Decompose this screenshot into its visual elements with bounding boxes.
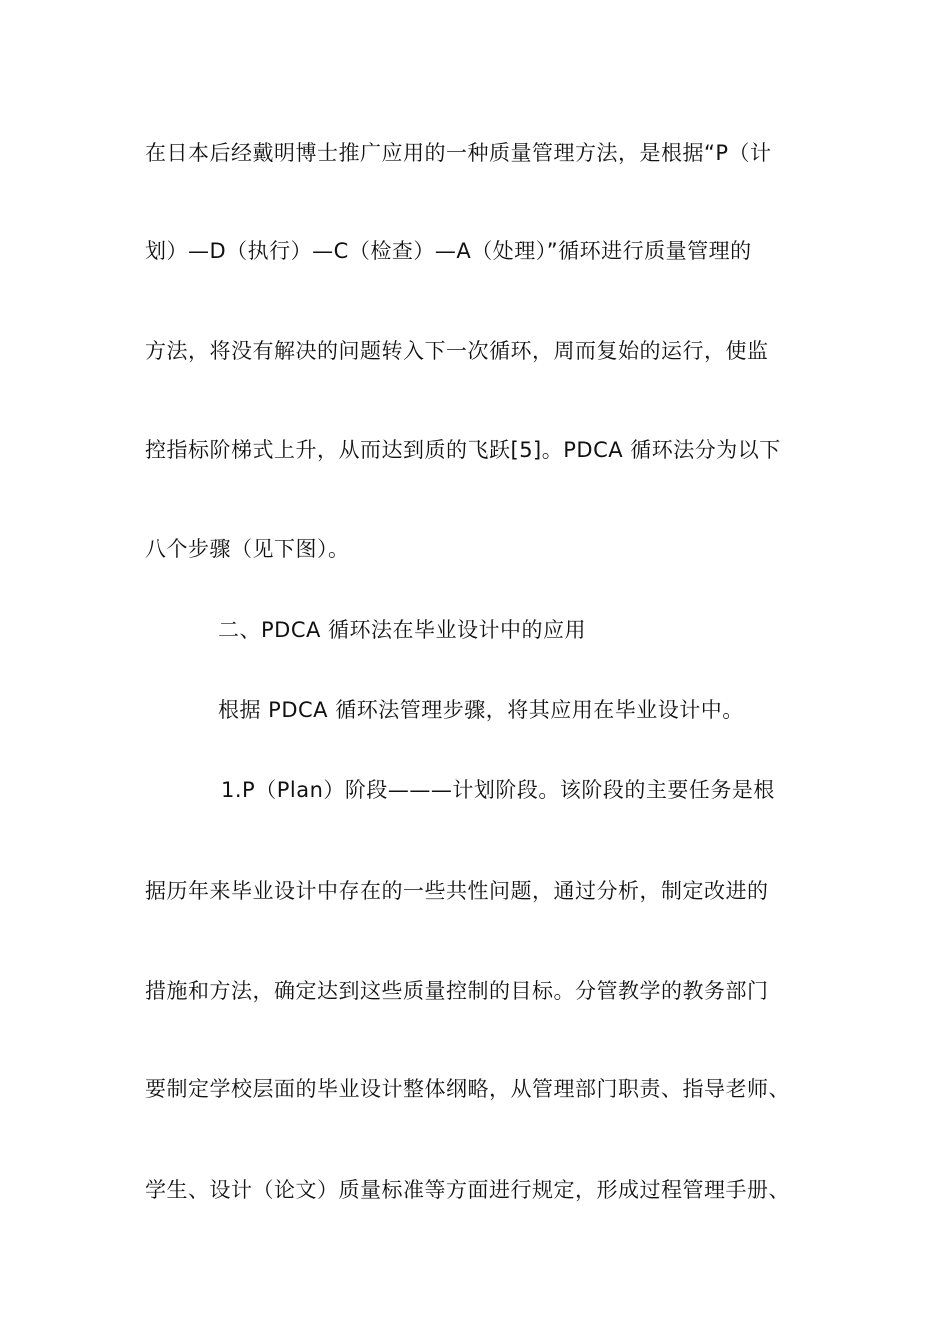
paragraph-line: 1.P（Plan）阶段———计划阶段。该阶段的主要任务是根 — [221, 778, 775, 802]
paragraph-line: 措施和方法，确定达到这些质量控制的目标。分管教学的教务部门 — [145, 979, 769, 1003]
paragraph-line: 控指标阶梯式上升，从而达到质的飞跃[5]。PDCA 循环法分为以下 — [145, 438, 781, 462]
paragraph-line: 据历年来毕业设计中存在的一些共性问题，通过分析，制定改进的 — [145, 879, 769, 903]
paragraph-line: 在日本后经戴明博士推广应用的一种质量管理方法，是根据“P（计 — [145, 141, 772, 165]
paragraph-line: 学生、设计（论文）质量标准等方面进行规定，形成过程管理手册、 — [145, 1178, 790, 1202]
section-heading: 二、PDCA 循环法在毕业设计中的应用 — [218, 618, 587, 642]
paragraph-line: 划）—D（执行）—C（检查）—A（处理）”循环进行质量管理的 — [145, 239, 752, 263]
paragraph-line: 八个步骤（见下图）。 — [145, 537, 350, 561]
paragraph-line: 根据 PDCA 循环法管理步骤，将其应用在毕业设计中。 — [218, 698, 744, 722]
paragraph-line: 方法，将没有解决的问题转入下一次循环，周而复始的运行，使监 — [145, 339, 769, 363]
paragraph-line: 要制定学校层面的毕业设计整体纲略，从管理部门职责、指导老师、 — [145, 1077, 790, 1101]
